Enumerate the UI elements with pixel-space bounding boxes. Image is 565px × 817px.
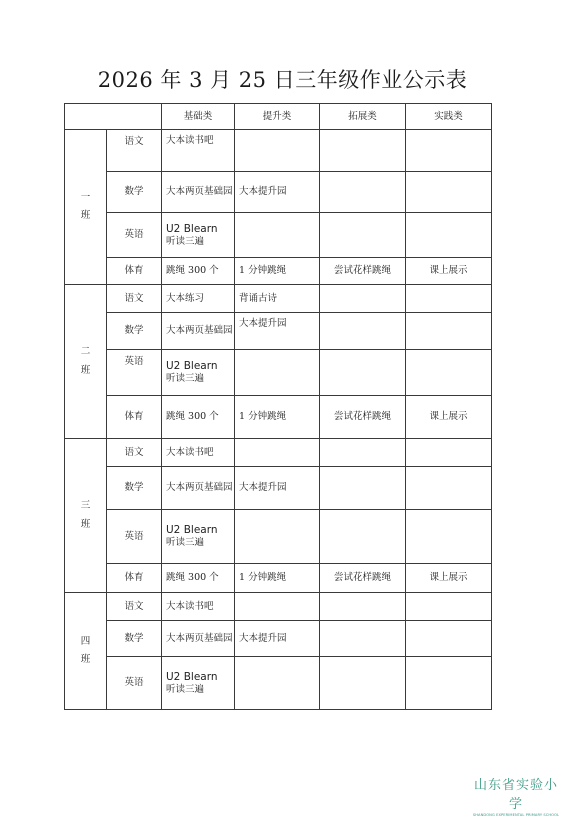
table-row — [65, 350, 492, 396]
subject-cell: 数学 — [107, 621, 162, 657]
cell-basic-line2: 听读三遍 — [166, 235, 205, 247]
subject-cell: 数学 — [107, 172, 162, 213]
class-label: 一 班 — [65, 130, 107, 285]
cell-basic: 跳绳 300 个 — [162, 258, 235, 285]
table-row — [65, 396, 492, 439]
subject-cell: 语文 — [107, 439, 162, 467]
cell-basic-line2: 听读三遍 — [166, 373, 205, 385]
cell-extended — [320, 510, 406, 564]
cell-extended — [320, 130, 406, 172]
cell-extended: 尝试花样跳绳 — [320, 258, 406, 285]
subject-cell: 语文 — [107, 285, 162, 313]
cell-practice: 课上展示 — [406, 258, 492, 285]
cell-basic-line2: 听读三遍 — [166, 683, 205, 695]
cell-practice — [406, 621, 492, 657]
subject-cell: 数学 — [107, 467, 162, 510]
cell-practice — [406, 657, 492, 710]
cell-basic — [162, 510, 235, 564]
header-basic: 基础类 — [162, 104, 235, 130]
cell-advanced: 1 分钟跳绳 — [235, 564, 320, 593]
table-row — [65, 130, 492, 172]
header-blank-cell — [65, 104, 162, 130]
table-row — [65, 657, 492, 710]
cell-advanced — [235, 510, 320, 564]
cell-advanced: 1 分钟跳绳 — [235, 396, 320, 439]
school-name-en: SHANDONG EXPERIMENTAL PRIMARY SCHOOL — [472, 813, 560, 817]
cell-advanced: 大本提升园 — [235, 621, 320, 657]
cell-extended — [320, 285, 406, 313]
cell-extended — [320, 439, 406, 467]
cell-practice — [406, 467, 492, 510]
table-row — [65, 172, 492, 213]
class-label: 三 班 — [65, 439, 107, 593]
table-row — [65, 621, 492, 657]
cell-practice — [406, 313, 492, 350]
cell-advanced: 大本提升园 — [235, 467, 320, 510]
cell-basic-line1: U2 Blearn — [166, 524, 218, 536]
cell-advanced — [235, 213, 320, 258]
cell-basic: 大本练习 — [162, 285, 235, 313]
cell-basic — [162, 657, 235, 710]
cell-advanced — [235, 657, 320, 710]
cell-basic: 大本两页基础园 — [162, 467, 235, 510]
cell-basic: 大本读书吧 — [162, 593, 235, 621]
header-advanced: 提升类 — [235, 104, 320, 130]
cell-basic: 跳绳 300 个 — [162, 396, 235, 439]
subject-cell: 数学 — [107, 313, 162, 350]
cell-basic-line1: U2 Blearn — [166, 222, 218, 235]
cell-basic — [162, 350, 235, 396]
cell-basic: 大本读书吧 — [162, 439, 235, 467]
cell-basic: 大本读书吧 — [162, 130, 235, 172]
cell-practice — [406, 213, 492, 258]
subject-cell: 体育 — [107, 396, 162, 439]
header-extended: 拓展类 — [320, 104, 406, 130]
cell-extended — [320, 467, 406, 510]
subject-cell: 体育 — [107, 258, 162, 285]
cell-advanced: 1 分钟跳绳 — [235, 258, 320, 285]
table-row — [65, 439, 492, 467]
cell-practice — [406, 439, 492, 467]
cell-advanced — [235, 350, 320, 396]
cell-practice — [406, 593, 492, 621]
cell-extended — [320, 172, 406, 213]
class-label: 四 班 — [65, 593, 107, 710]
cell-advanced — [235, 130, 320, 172]
cell-advanced: 背诵古诗 — [235, 285, 320, 313]
homework-table — [64, 103, 492, 710]
cell-practice: 课上展示 — [406, 564, 492, 593]
cell-extended — [320, 657, 406, 710]
cell-practice — [406, 285, 492, 313]
cell-basic: 跳绳 300 个 — [162, 564, 235, 593]
cell-extended: 尝试花样跳绳 — [320, 564, 406, 593]
table-row — [65, 564, 492, 593]
class-label: 二 班 — [65, 285, 107, 439]
subject-cell: 语文 — [107, 130, 162, 172]
cell-advanced: 大本提升园 — [235, 313, 320, 350]
cell-extended — [320, 350, 406, 396]
table-row — [65, 467, 492, 510]
header-practice: 实践类 — [406, 104, 492, 130]
subject-cell: 英语 — [107, 213, 162, 258]
page-title: 2026 年 3 月 25 日三年级作业公示表 — [97, 68, 468, 92]
cell-practice — [406, 510, 492, 564]
cell-basic-line2: 听读三遍 — [166, 537, 205, 549]
subject-cell: 体育 — [107, 564, 162, 593]
cell-basic: 大本两页基础园 — [162, 172, 235, 213]
subject-cell: 英语 — [107, 350, 162, 396]
table-row — [65, 593, 492, 621]
cell-practice: 课上展示 — [406, 396, 492, 439]
cell-extended — [320, 593, 406, 621]
cell-basic — [162, 213, 235, 258]
cell-basic: 大本两页基础园 — [162, 313, 235, 350]
cell-basic: 大本两页基础园 — [162, 621, 235, 657]
cell-practice — [406, 130, 492, 172]
table-row — [65, 213, 492, 258]
cell-basic-line1: U2 Blearn — [166, 360, 218, 372]
cell-advanced — [235, 593, 320, 621]
table-row — [65, 258, 492, 285]
subject-cell: 语文 — [107, 593, 162, 621]
table-row — [65, 313, 492, 350]
cell-basic-line1: U2 Blearn — [166, 670, 218, 683]
cell-practice — [406, 172, 492, 213]
subject-cell: 英语 — [107, 510, 162, 564]
cell-advanced: 大本提升园 — [235, 172, 320, 213]
cell-advanced — [235, 439, 320, 467]
school-logo — [470, 774, 562, 817]
cell-practice — [406, 350, 492, 396]
table-header-row — [65, 104, 492, 130]
cell-extended: 尝试花样跳绳 — [320, 396, 406, 439]
cell-extended — [320, 313, 406, 350]
table-row — [65, 510, 492, 564]
subject-cell: 英语 — [107, 657, 162, 710]
cell-extended — [320, 213, 406, 258]
table-row — [65, 285, 492, 313]
cell-extended — [320, 621, 406, 657]
school-name-cn: 山东省实验小学 — [473, 778, 558, 812]
